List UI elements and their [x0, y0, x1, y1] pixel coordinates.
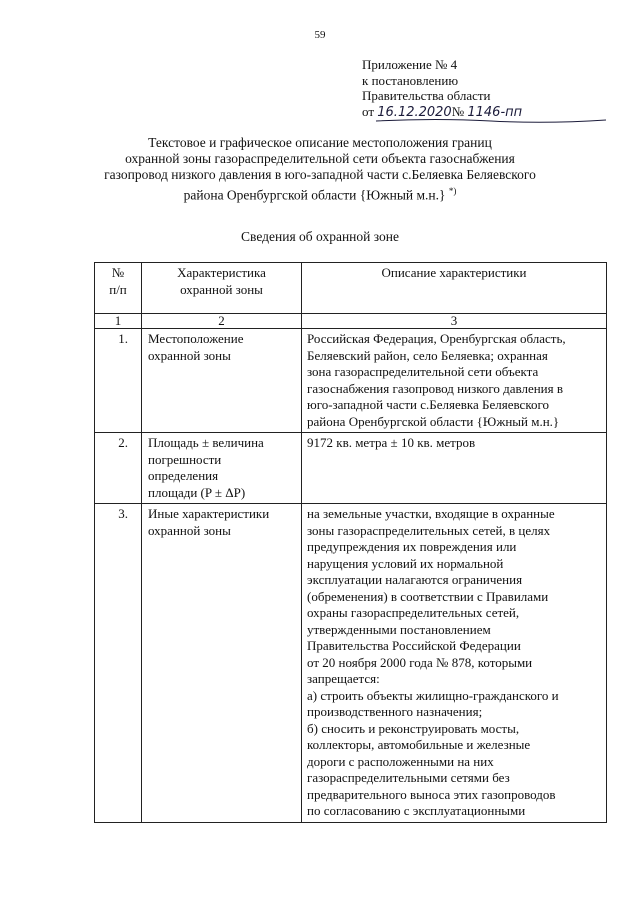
appendix-line-1: Приложение № 4 [362, 57, 458, 72]
table-row [95, 329, 607, 433]
row-characteristic: Площадь ± величина погрешности определения площади (P ± ΔP) [142, 433, 302, 504]
protected-zone-table [94, 262, 607, 823]
column-number-row [95, 314, 607, 329]
table-row [95, 433, 607, 504]
row-number: 1. [95, 329, 142, 433]
row-description: 9172 кв. метра ± 10 кв. метров [302, 433, 607, 504]
row-number: 3. [95, 504, 142, 823]
appendix-block [362, 57, 522, 120]
appendix-line-2: к постановлению [362, 72, 459, 88]
table-row [95, 504, 607, 823]
title-line-2: охранной зоны газораспределительной сети объекта газоснабжения [125, 151, 515, 166]
signature-underline [376, 118, 606, 124]
table-header-row [95, 263, 607, 314]
row-characteristic: Местоположение охранной зоны [142, 329, 302, 433]
col-number: 2 [142, 314, 302, 329]
col-number: 3 [302, 314, 607, 329]
title-line-3: газопровод низкого давления в юго-западной части с.Беляевка Беляевского [104, 167, 536, 182]
col-number: 1 [95, 314, 142, 329]
header-num: № п/п [95, 263, 142, 314]
row-number: 2. [95, 433, 142, 504]
header-description: Описание характеристики [302, 263, 607, 314]
title-line-1: Текстовое и графическое описание местоположения границ [148, 135, 492, 150]
handwritten-date: 16.12.2020 [377, 104, 452, 120]
handwritten-number: 1146-пп [467, 104, 523, 120]
footnote-mark: *) [448, 186, 457, 196]
row-description: на земельные участки, входящие в охранные зоны газораспределительных сетей, в целях предупреждения их повреждения или нарущения условий их нормальной эксплуатации налагаются ограничения (обременения) в соответствии с Правилами охраны газораспределительных сетей, утвержденными постановлением Правительства Российской Федерации от 20 ноября 2000 года № 878, которыми запрещается: а) строить объекты жилищно-гражданского и производственного назначения; б) сносить и реконструировать мосты, коллекторы, автомобильные и железные дороги с расположенными на них газораспределительными сетями без предварительного выноса этих газопроводов по согласованию с эксплуатационными [302, 504, 607, 823]
header-characteristic: Характеристика охранной зоны [142, 263, 302, 314]
row-description: Российская Федерация, Оренбургская область, Беляевский район, село Беляевка; охранная зона газораспределительной сети объекта газоснабжения газопровод низкого давления в юго-западной части с.Беляевка Беляевского района Оренбургской области {Южный м.н.} [302, 329, 607, 433]
number-sign: № [451, 103, 465, 119]
page-number: 59 [314, 29, 326, 41]
row-characteristic: Иные характеристики охранной зоны [142, 504, 302, 823]
appendix-ot: от [362, 103, 375, 119]
title-line-4 [60, 183, 580, 204]
appendix-line-3: Правительства области [362, 88, 491, 103]
title-line-4-text: района Оренбургской области {Южный м.н.} [183, 187, 446, 203]
document-title [60, 135, 580, 204]
section-title: Сведения об охранной зоне [241, 229, 399, 244]
appendix-date-line [362, 104, 522, 121]
